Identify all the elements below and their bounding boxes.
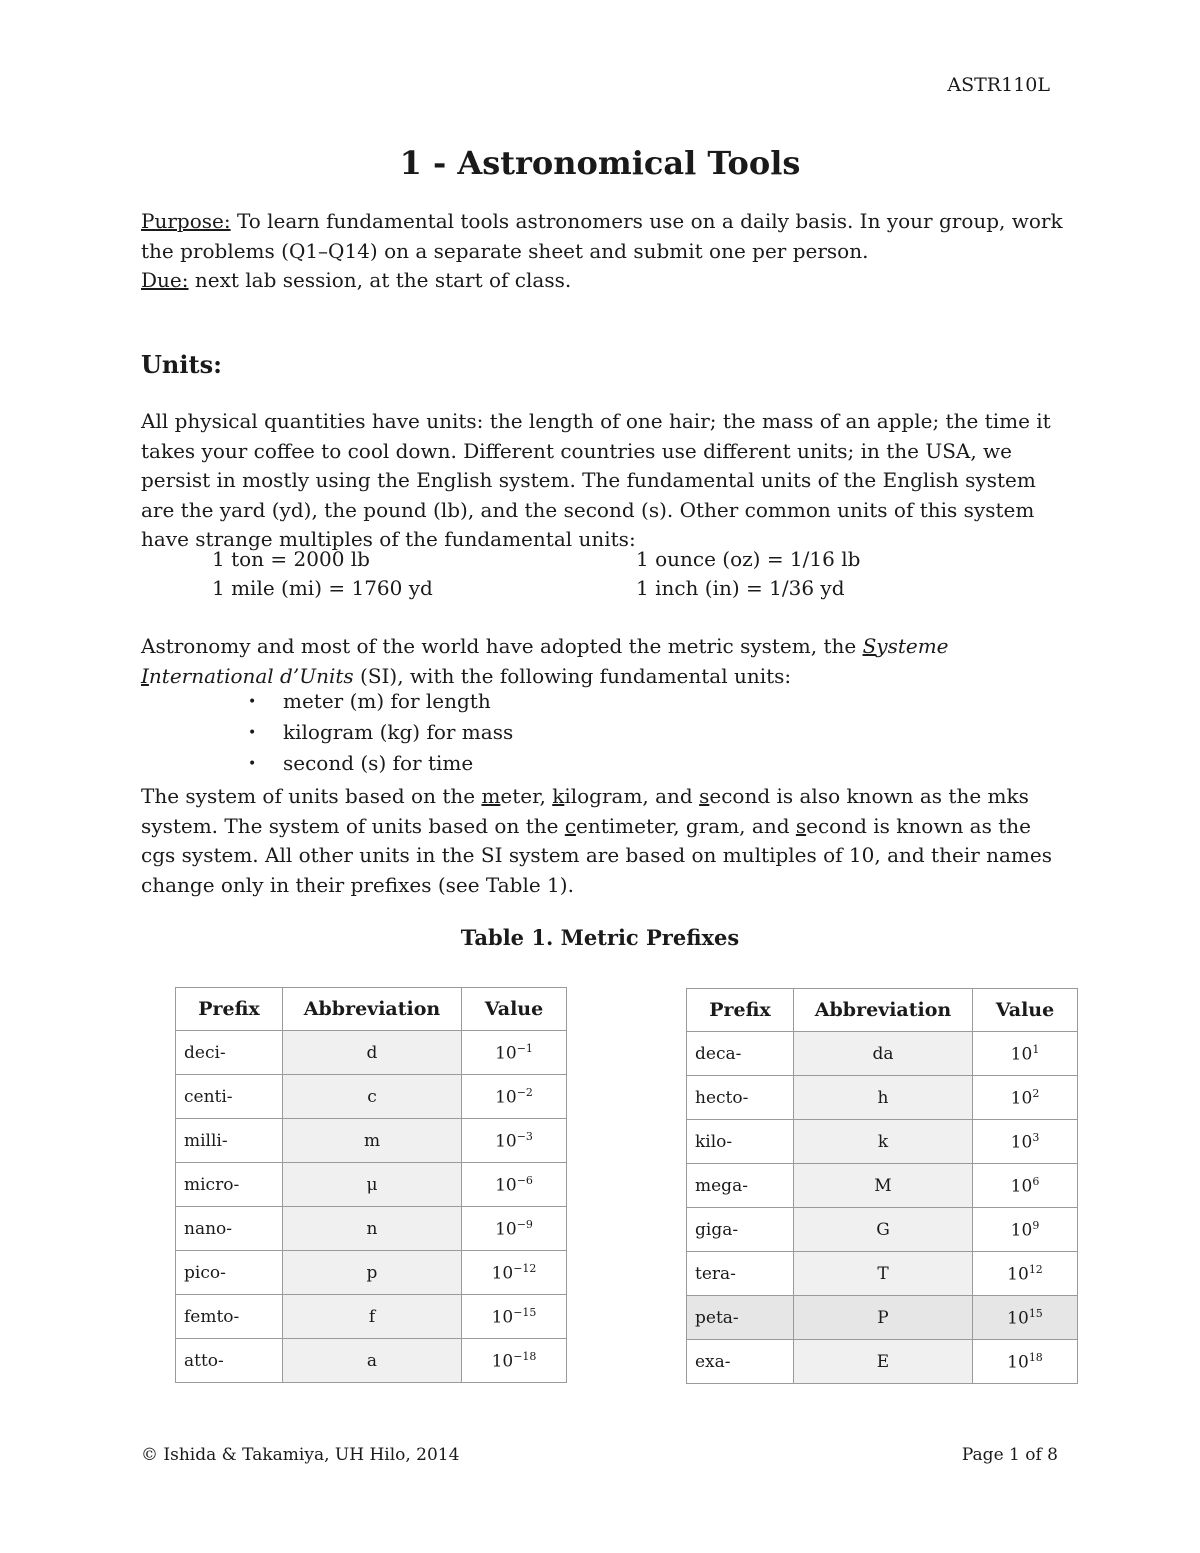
si-text-a: Astronomy and most of the world have adopted the metric system, the	[141, 634, 863, 658]
abbreviation-cell: M	[794, 1164, 973, 1208]
table-row	[687, 1208, 1078, 1252]
units-heading: Units:	[141, 350, 222, 379]
prefix-cell: nano-	[176, 1207, 283, 1251]
column-header-abbreviation: Abbreviation	[283, 988, 462, 1031]
abbreviation-cell: c	[283, 1075, 462, 1119]
prefix-cell: hecto-	[687, 1076, 794, 1120]
prefix-cell: giga-	[687, 1208, 794, 1252]
prefix-cell: micro-	[176, 1163, 283, 1207]
abbreviation-cell: da	[794, 1032, 973, 1076]
bullet-marker: •	[248, 725, 257, 741]
table-row	[687, 1120, 1078, 1164]
abbreviation-cell: P	[794, 1296, 973, 1340]
table-body-small	[176, 1031, 567, 1383]
value-cell: $10^9$	[973, 1208, 1078, 1252]
value-cell: $10^{-6}$	[462, 1163, 567, 1207]
abbreviation-cell: n	[283, 1207, 462, 1251]
abbreviation-cell: μ	[283, 1163, 462, 1207]
value-cell: $10^2$	[973, 1076, 1078, 1120]
prefix-cell: exa-	[687, 1340, 794, 1384]
table-row	[687, 1252, 1078, 1296]
abbreviation-cell: f	[283, 1295, 462, 1339]
column-header-prefix: Prefix	[176, 988, 283, 1031]
value-cell: $10^6$	[973, 1164, 1078, 1208]
bullet-marker: •	[248, 694, 257, 710]
prefix-cell: pico-	[176, 1251, 283, 1295]
prefix-cell: deci-	[176, 1031, 283, 1075]
abbreviation-cell: d	[283, 1031, 462, 1075]
value-cell: $10^{-2}$	[462, 1075, 567, 1119]
prefix-cell: peta-	[687, 1296, 794, 1340]
table-row	[687, 1296, 1078, 1340]
abbreviation-cell: m	[283, 1119, 462, 1163]
si-ysteme: ysteme	[876, 634, 949, 658]
abbreviation-cell: E	[794, 1340, 973, 1384]
value-cell: $10^{-3}$	[462, 1119, 567, 1163]
conversion-ounce: 1 ounce (oz) = 1/16 lb	[636, 547, 861, 571]
value-cell: $10^3$	[973, 1120, 1078, 1164]
conversion-ton: 1 ton = 2000 lb	[212, 547, 370, 571]
table-row	[176, 1295, 567, 1339]
value-cell: $10^{-15}$	[462, 1295, 567, 1339]
prefix-cell: tera-	[687, 1252, 794, 1296]
table-caption: Table 1. Metric Prefixes	[460, 925, 740, 950]
units-paragraph: All physical quantities have units: the length of one hair; the mass of an apple; the time it takes your coffee to cool down. Different countries use different units; in the USA, we persist in mostly using the English system. The fundamental units of the English system are the yard (yd), the pound (lb), and the second (s). Other common units of this system have strange multiples of the fundamental units:	[141, 409, 1051, 551]
mks-cgs-paragraph: The system of units based on the meter, kilogram, and second is also known as the mks system. The system of units based on the centimeter, gram, and second is known as the cgs system. All other units in the SI system are based on multiples of 10, and their names change only in their prefixes (see Table 1).	[141, 784, 1052, 897]
abbreviation-cell: p	[283, 1251, 462, 1295]
bullet-item-second: second (s) for time	[283, 751, 474, 775]
column-header-value: Value	[462, 988, 567, 1031]
prefix-cell: femto-	[176, 1295, 283, 1339]
value-cell: $10^{-1}$	[462, 1031, 567, 1075]
table-row	[176, 1339, 567, 1383]
value-cell: $10^1$	[973, 1032, 1078, 1076]
page-title: 1 - Astronomical Tools	[399, 144, 801, 182]
table-row	[687, 1340, 1078, 1384]
column-header-value: Value	[973, 989, 1078, 1032]
value-cell: $10^{18}$	[973, 1340, 1078, 1384]
prefix-cell: mega-	[687, 1164, 794, 1208]
si-i: I	[141, 663, 149, 688]
value-cell: $10^{15}$	[973, 1296, 1078, 1340]
purpose-text: To learn fundamental tools astronomers use on a daily basis. In your group, work the problems (Q1–Q14) on a separate sheet and submit one per person.	[141, 209, 1063, 263]
table-row	[176, 1251, 567, 1295]
table-row	[687, 1032, 1078, 1076]
prefix-cell: kilo-	[687, 1120, 794, 1164]
prefix-table-small	[175, 987, 567, 1383]
footer-page-number: Page 1 of 8	[961, 1445, 1058, 1465]
table-row	[176, 1163, 567, 1207]
column-header-prefix: Prefix	[687, 989, 794, 1032]
prefix-cell: milli-	[176, 1119, 283, 1163]
column-header-abbreviation: Abbreviation	[794, 989, 973, 1032]
abbreviation-cell: T	[794, 1252, 973, 1296]
bullet-item-kilogram: kilogram (kg) for mass	[283, 720, 514, 744]
due-text: next lab session, at the start of class.	[188, 268, 572, 292]
bullet-item-meter: meter (m) for length	[283, 689, 491, 713]
abbreviation-cell: h	[794, 1076, 973, 1120]
prefix-cell: centi-	[176, 1075, 283, 1119]
si-nternational: nternational d’Units	[148, 663, 354, 688]
table-row	[176, 1075, 567, 1119]
purpose-label: Purpose:	[141, 209, 231, 233]
footer-copyright: © Ishida & Takamiya, UH Hilo, 2014	[141, 1445, 460, 1465]
abbreviation-cell: k	[794, 1120, 973, 1164]
bullet-marker: •	[248, 756, 257, 772]
table-body-large	[687, 1032, 1078, 1384]
intro-paragraph	[141, 207, 1071, 296]
table-row	[687, 1076, 1078, 1120]
value-cell: $10^{-9}$	[462, 1207, 567, 1251]
course-code: ASTR110L	[947, 74, 1050, 96]
si-text-b: (SI), with the following fundamental units:	[353, 663, 792, 688]
table-row	[687, 1164, 1078, 1208]
table-row	[176, 1031, 567, 1075]
si-paragraph	[141, 632, 1071, 691]
prefix-cell: atto-	[176, 1339, 283, 1383]
value-cell: $10^{-18}$	[462, 1339, 567, 1383]
table-row	[176, 1207, 567, 1251]
value-cell: $10^{-12}$	[462, 1251, 567, 1295]
due-label: Due:	[141, 268, 189, 292]
prefix-table-large	[686, 988, 1078, 1384]
abbreviation-cell: a	[283, 1339, 462, 1383]
conversion-inch: 1 inch (in) = 1/36 yd	[636, 576, 845, 600]
si-s: S	[862, 634, 877, 658]
value-cell: $10^{12}$	[973, 1252, 1078, 1296]
abbreviation-cell: G	[794, 1208, 973, 1252]
table-row	[176, 1119, 567, 1163]
conversion-mile: 1 mile (mi) = 1760 yd	[212, 576, 433, 600]
prefix-cell: deca-	[687, 1032, 794, 1076]
